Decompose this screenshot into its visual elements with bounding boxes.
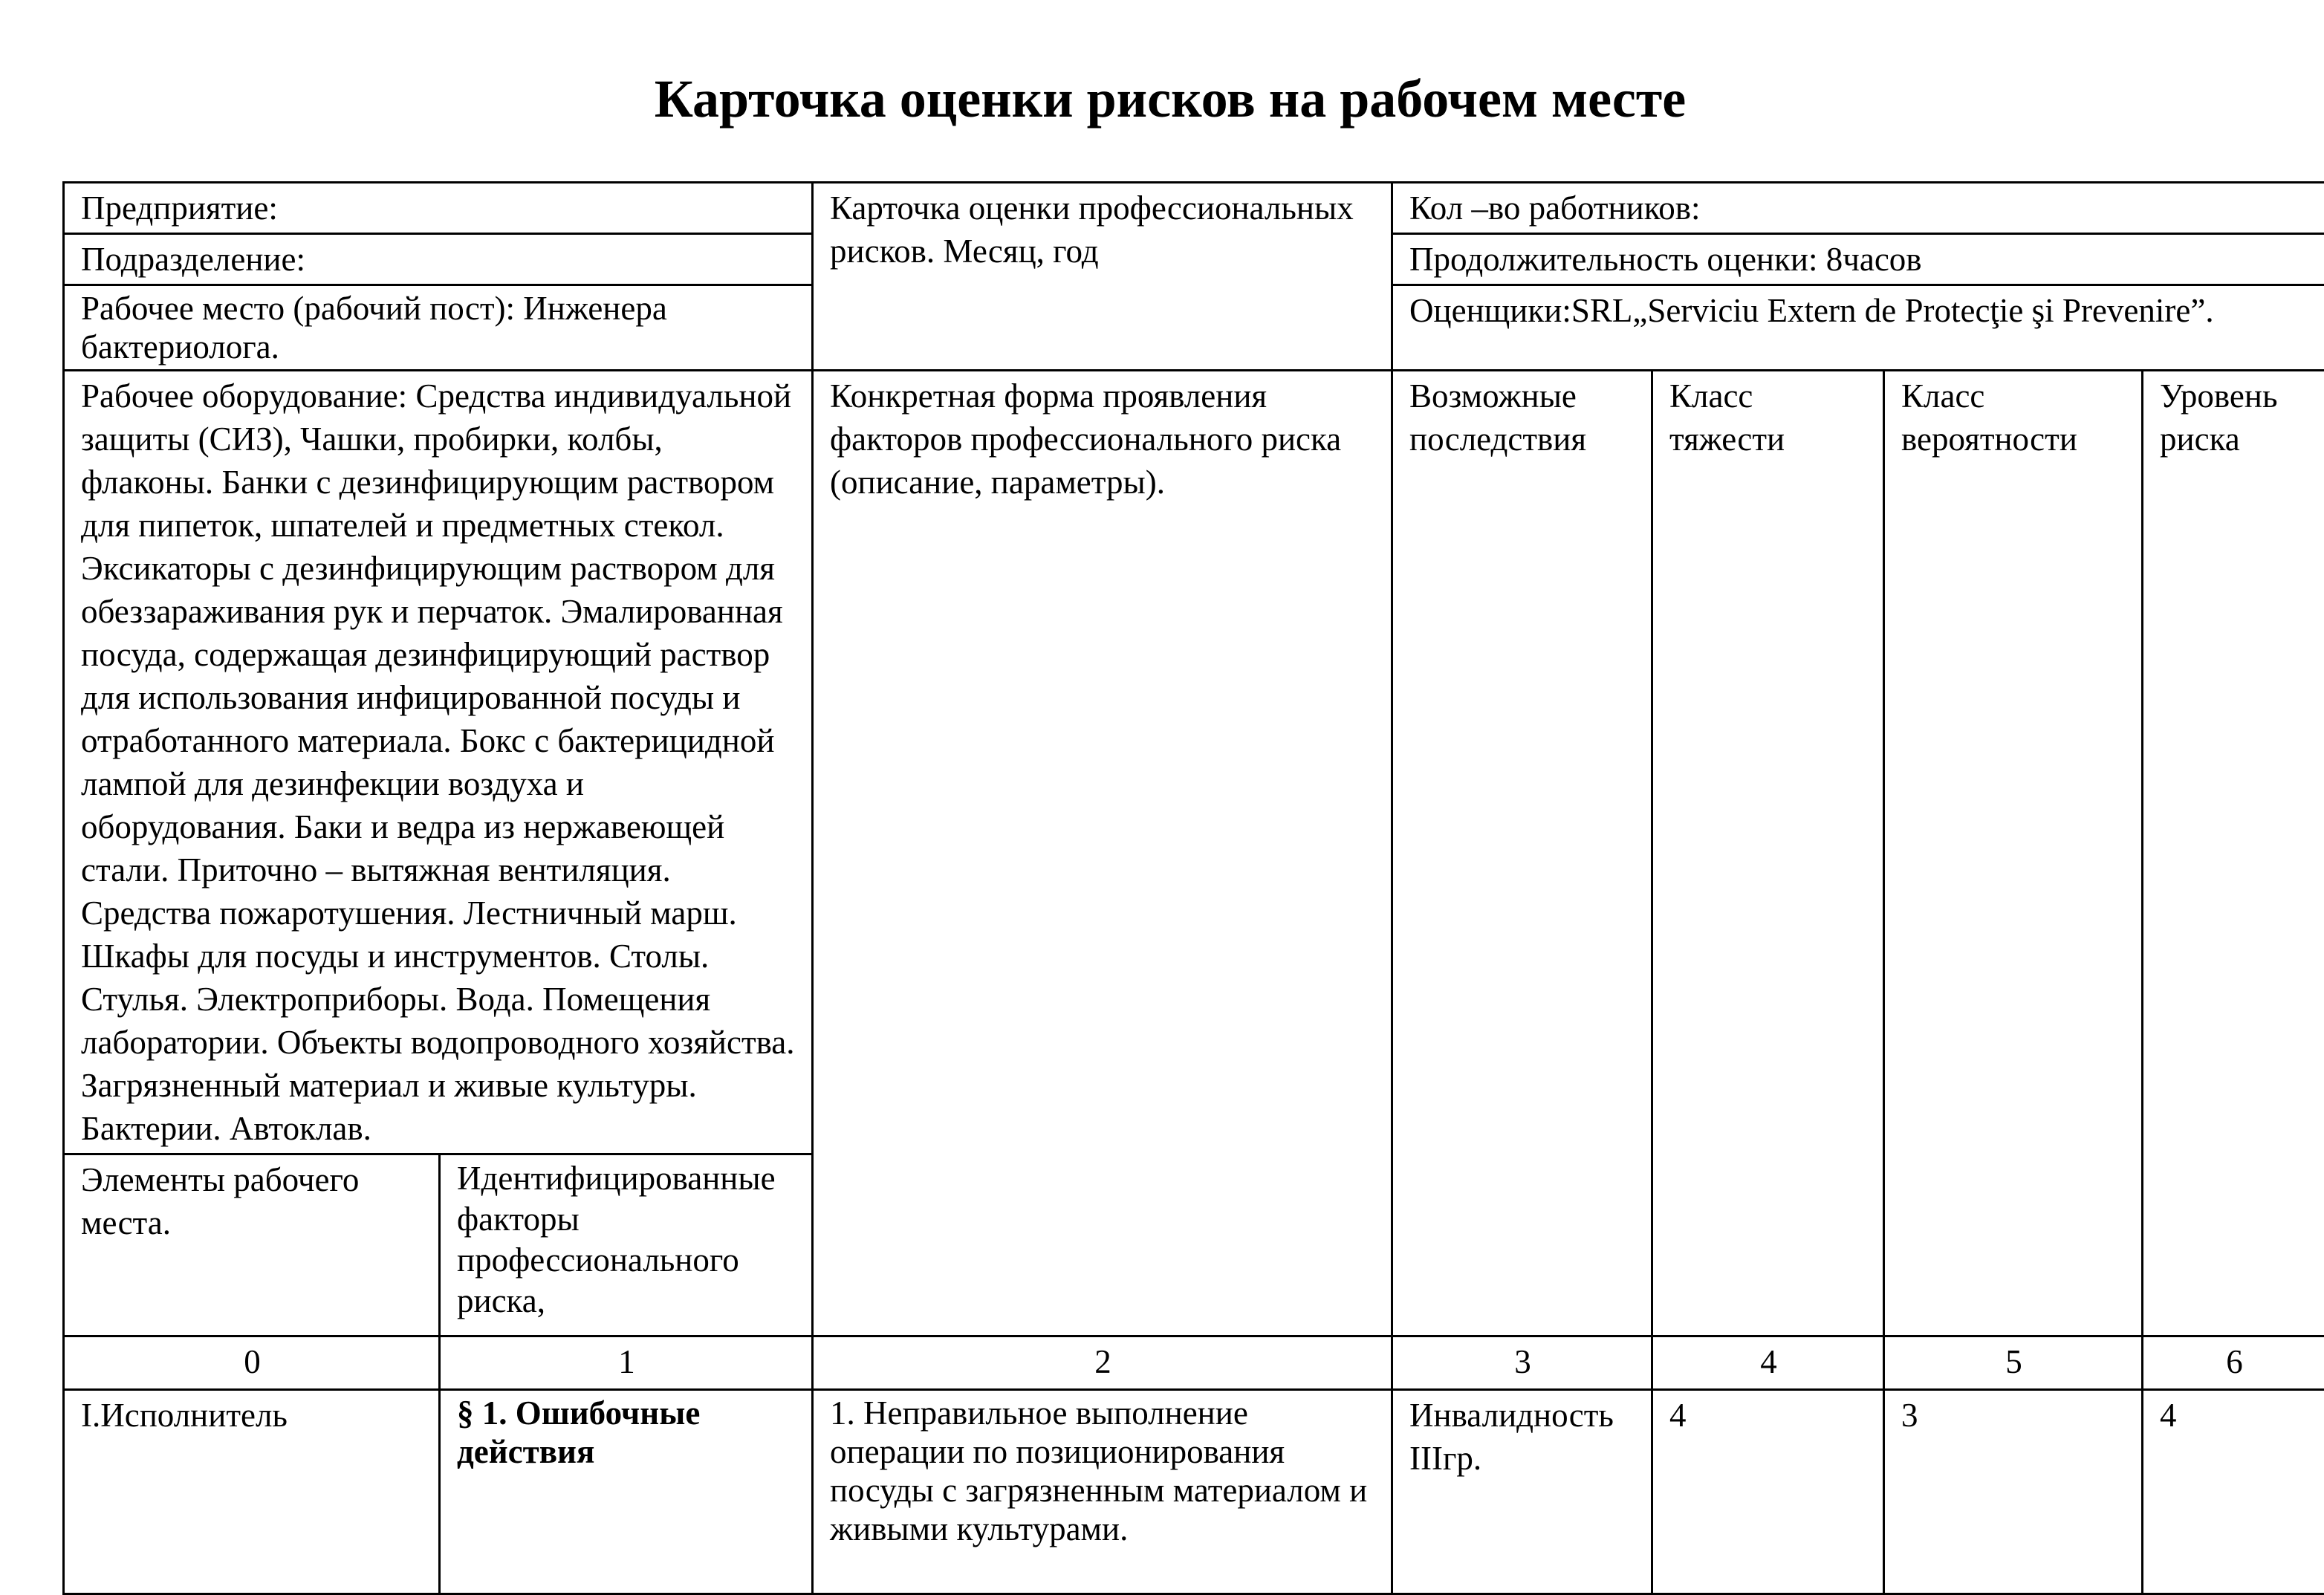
equipment-cell <box>64 371 813 1154</box>
row-description: 1. Неправильное выполнение операции по позиционирования посуды с загрязненным материалом и живыми культурами. <box>813 1390 1392 1594</box>
row-risk: 4 <box>2143 1390 2324 1594</box>
column-header-elements: Элементы рабочего места. <box>64 1154 440 1336</box>
column-number-6: 6 <box>2143 1336 2324 1390</box>
enterprise-field: Предприятие: <box>64 183 813 234</box>
column-header-form: Конкретная форма проявления факторов профессионального риска (описание, параметры). <box>813 371 1392 1336</box>
row-element: I.Исполнитель <box>64 1390 440 1594</box>
table-row <box>64 1390 2324 1594</box>
column-header-factors: Идентифицированные факторы профессионального риска, <box>440 1154 813 1336</box>
risk-assessment-table <box>62 181 2324 1595</box>
workers-count-field: Кол –во работников: <box>1392 183 2324 234</box>
page-title: Карточка оценки рисков на рабочем месте <box>0 65 2324 132</box>
column-number-5: 5 <box>1884 1336 2143 1390</box>
column-header-probability: Класс вероятности <box>1884 371 2143 1336</box>
equipment-label: Рабочее оборудование: <box>81 377 407 415</box>
column-header-severity: Класс тяжести <box>1652 371 1884 1336</box>
row-consequence: Инвалидность IIIгр. <box>1392 1390 1652 1594</box>
column-number-2: 2 <box>813 1336 1392 1390</box>
row-severity: 4 <box>1652 1390 1884 1594</box>
equipment-text: Средства индивидуальной защиты (СИЗ), Чашки, пробирки, колбы, флаконы. Банки с дезинфицирующим раствором для пипеток, шпателей и предметных стекол. Эксикаторы с дезинфицирующим раствором для обеззараживания рук и перчаток. Эмалированная посуда, содержащая дезинфицирующий раствор для использования инфицированной посуды и отработанного материала. Бокс с бактерицидной лампой для дезинфекции воздуха и оборудования. Баки и ведра из нержавеющей стали. Приточно – вытяжная вентиляция. Средства пожаротушения. Лестничный марш. Шкафы для посуды и инструментов. Столы. Стулья. Электроприборы. Вода. Помещения лаборатории. Объекты водопроводного хозяйства. Загрязненный материал и живые культуры. Бактерии. Автоклав. <box>81 377 795 1147</box>
column-number-4: 4 <box>1652 1336 1884 1390</box>
column-header-consequences: Возможные последствия <box>1392 371 1652 1336</box>
row-factor: § 1. Ошибочные действия <box>440 1390 813 1594</box>
workplace-field: Рабочее место (рабочий пост): Инженера бактериолога. <box>64 285 813 371</box>
column-number-1: 1 <box>440 1336 813 1390</box>
assessors-field: Оценщики:SRL„Serviciu Extern de Protecţie şi Prevenire”. <box>1392 285 2324 371</box>
division-field: Подразделение: <box>64 234 813 285</box>
row-probability: 3 <box>1884 1390 2143 1594</box>
column-number-0: 0 <box>64 1336 440 1390</box>
column-number-3: 3 <box>1392 1336 1652 1390</box>
column-header-risk-level: Уровень риска <box>2143 371 2324 1336</box>
duration-field: Продолжительность оценки: 8часов <box>1392 234 2324 285</box>
card-name-cell: Карточка оценки профессиональных рисков. Месяц, год <box>813 183 1392 371</box>
